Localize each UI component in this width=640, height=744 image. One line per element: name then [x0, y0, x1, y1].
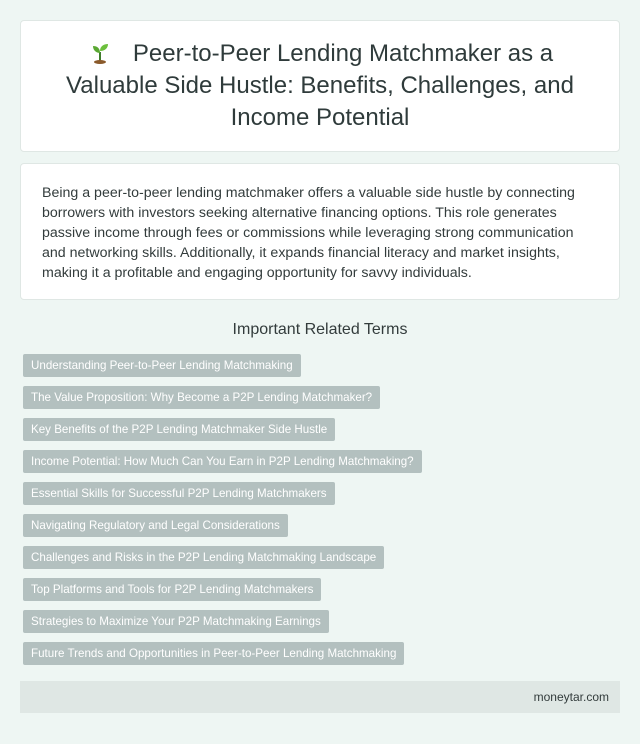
- page-title-text: Peer-to-Peer Lending Matchmaker as a Valuable Side Hustle: Benefits, Challenges, and Income Potential: [66, 40, 574, 131]
- related-term-tag[interactable]: Top Platforms and Tools for P2P Lending Matchmakers: [23, 578, 321, 601]
- page-title: [61, 38, 579, 134]
- related-term-tag[interactable]: Income Potential: How Much Can You Earn in P2P Lending Matchmaking?: [23, 450, 422, 473]
- footer: [20, 681, 620, 713]
- related-term-tag[interactable]: Key Benefits of the P2P Lending Matchmaker Side Hustle: [23, 418, 335, 441]
- related-term-tag[interactable]: Navigating Regulatory and Legal Considerations: [23, 514, 288, 537]
- footer-site-link[interactable]: moneytar.com: [533, 690, 609, 704]
- title-card: [20, 20, 620, 152]
- related-term-tag[interactable]: Challenges and Risks in the P2P Lending Matchmaking Landscape: [23, 546, 384, 569]
- related-term-tag[interactable]: Essential Skills for Successful P2P Lending Matchmakers: [23, 482, 335, 505]
- related-term-tag[interactable]: The Value Proposition: Why Become a P2P Lending Matchmaker?: [23, 386, 380, 409]
- related-term-tag[interactable]: Future Trends and Opportunities in Peer-to-Peer Lending Matchmaking: [23, 642, 404, 665]
- intro-paragraph: Being a peer-to-peer lending matchmaker offers a valuable side hustle by connecting borrowers with investors seeking alternative financing options. This role generates passive income through fees or commissions while leveraging strong communication and networking skills. Additionally, it expands financial literacy and market insights, making it a profitable and engaging opportunity for savvy individuals.: [42, 185, 575, 281]
- sprout-icon: [87, 40, 113, 64]
- related-terms-list: [23, 354, 422, 674]
- related-term-tag[interactable]: Understanding Peer-to-Peer Lending Matchmaking: [23, 354, 301, 377]
- related-terms-heading: Important Related Terms: [232, 321, 408, 338]
- related-term-tag[interactable]: Strategies to Maximize Your P2P Matchmaking Earnings: [23, 610, 329, 633]
- intro-card: [20, 163, 620, 300]
